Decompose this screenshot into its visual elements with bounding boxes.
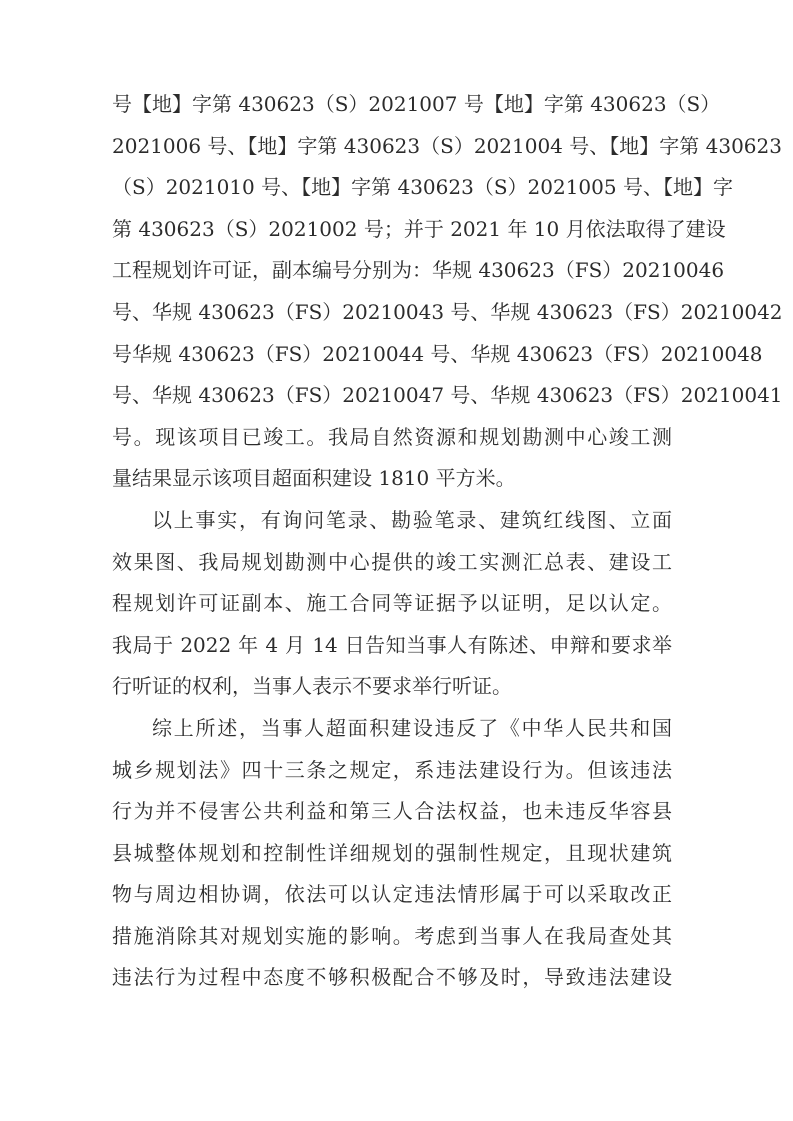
text-line: 号、华规 430623（FS）20210043 号、华规 430623（FS）20210042 — [112, 299, 783, 324]
paragraph-first-line: 以上事实，有询问笔录、勘验笔录、建筑红线图、立面 — [152, 507, 672, 532]
text-line: 我局于 2022 年 4 月 14 日告知当事人有陈述、申辩和要求举 — [112, 632, 672, 657]
text-line: 第 430623（S）2021002 号；并于 2021 年 10 月依法取得了建设 — [112, 216, 726, 241]
text-line: 行为并不侵害公共利益和第三人合法权益，也未违反华容县 — [112, 799, 672, 824]
text-line: （S）2021010 号、【地】字第 430623（S）2021005 号、【地】字 — [112, 175, 733, 200]
text-line: 号【地】字第 430623（S）2021007 号【地】字第 430623（S） — [112, 92, 721, 116]
document-body — [112, 84, 783, 999]
text-line: 2021006 号、【地】字第 430623（S）2021004 号、【地】字第 430623 — [112, 133, 782, 158]
paragraph-first-line: 综上所述，当事人超面积建设违反了《中华人民共和国 — [152, 715, 672, 740]
text-line: 号华规 430623（FS）20210044 号、华规 430623（FS）20210048 — [112, 341, 763, 366]
text-line: 号。现该项目已竣工。我局自然资源和规划勘测中心竣工测 — [112, 424, 672, 449]
text-line: 城乡规划法》四十三条之规定，系违法建设行为。但该违法 — [112, 757, 672, 782]
text-line: 行听证的权利，当事人表示不要求举行听证。 — [112, 674, 512, 699]
text-line: 量结果显示该项目超面积建设 1810 平方米。 — [112, 466, 516, 491]
text-line: 工程规划许可证，副本编号分别为：华规 430623（FS）20210046 — [112, 258, 725, 283]
text-line: 措施消除其对规划实施的影响。考虑到当事人在我局查处其 — [112, 923, 672, 948]
text-line: 违法行为过程中态度不够积极配合不够及时，导致违法建设 — [112, 965, 672, 990]
text-line: 县城整体规划和控制性详细规划的强制性规定，且现状建筑 — [112, 840, 672, 865]
text-line: 物与周边相协调，依法可以认定违法情形属于可以采取改正 — [112, 882, 672, 907]
text-line: 号、华规 430623（FS）20210047 号、华规 430623（FS）20210041 — [112, 383, 783, 408]
text-line: 效果图、我局规划勘测中心提供的竣工实测汇总表、建设工 — [112, 549, 672, 574]
text-line: 程规划许可证副本、施工合同等证据予以证明，足以认定。 — [112, 591, 672, 616]
